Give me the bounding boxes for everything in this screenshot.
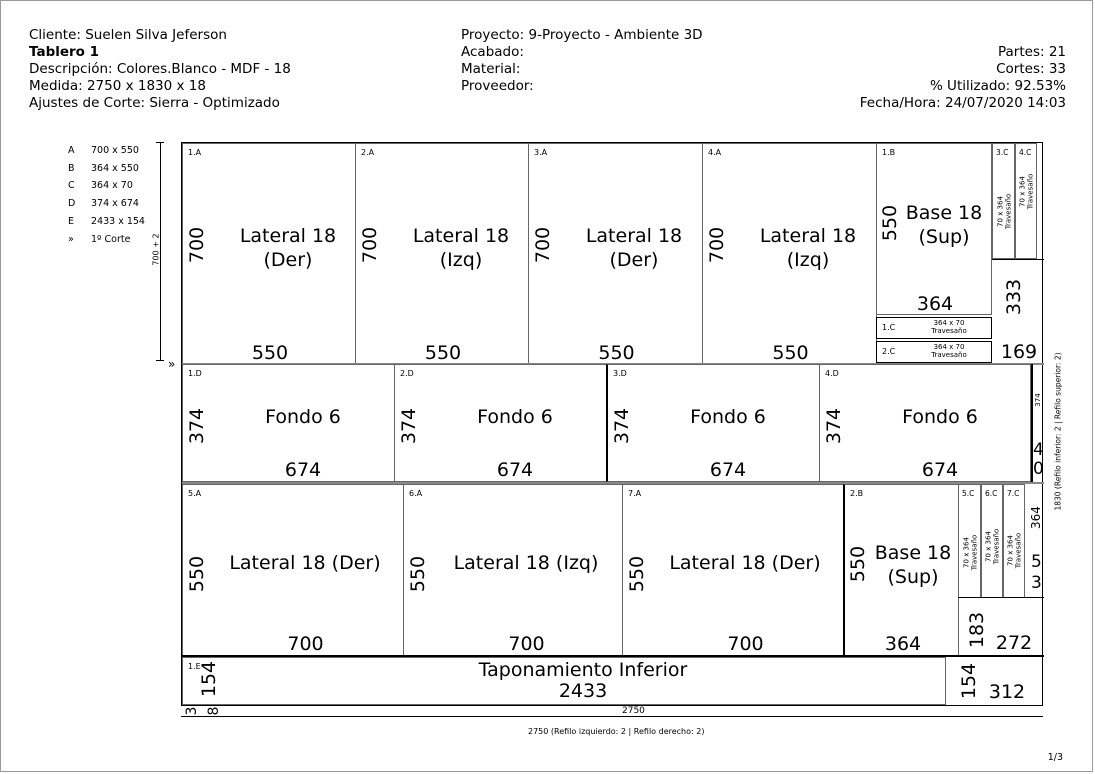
bottom-dim-line	[181, 716, 1043, 717]
header-middle	[461, 27, 703, 95]
header-left	[29, 27, 291, 112]
piece-1E[interactable]	[182, 657, 946, 705]
waste-height: 183	[966, 611, 989, 649]
piece-width: 700	[287, 633, 324, 655]
edge-dim: 8	[206, 706, 222, 716]
piece-height: 700	[706, 226, 729, 264]
legend-value: 700 x 550	[91, 145, 139, 156]
piece-2B[interactable]	[843, 484, 959, 656]
legend-key: D	[68, 198, 76, 210]
waste-height: 333	[1003, 278, 1026, 316]
material: Material:	[461, 61, 521, 77]
piece-6A[interactable]	[403, 484, 623, 656]
piece-height: 374	[823, 407, 846, 445]
piece-label: 4.D	[825, 369, 839, 378]
ajustes: Ajustes de Corte: Sierra - Optimizado	[29, 95, 280, 111]
piece-label: 1.E	[188, 662, 201, 671]
piece-4D[interactable]	[819, 364, 1031, 482]
left-dim-tick	[156, 360, 164, 361]
partes: Partes: 21	[997, 44, 1066, 60]
piece-height: 154	[198, 660, 221, 698]
piece-width: 674	[496, 459, 534, 481]
piece-2A[interactable]	[355, 143, 529, 364]
waste-height: 374	[1034, 393, 1042, 407]
first-cut-marker: »	[168, 357, 176, 371]
piece-name: Base 18 (Sup)	[905, 202, 983, 248]
header-right	[860, 44, 1066, 112]
piece-name: Lateral 18 (Der)	[585, 225, 683, 271]
page-number: 1/3	[1047, 752, 1063, 763]
piece-size: 70 x 364 Travesaño	[1018, 173, 1034, 210]
piece-name: Fondo 6	[690, 406, 766, 428]
piece-3C[interactable]	[992, 143, 1015, 259]
edge-dim: 3	[184, 706, 200, 716]
waste-divider	[958, 597, 1044, 598]
utilizado: % Utilizado: 92.53%	[929, 78, 1066, 94]
legend-row	[68, 231, 145, 249]
piece-2C[interactable]	[876, 341, 992, 363]
cortes: Cortes: 33	[996, 61, 1066, 77]
piece-7A[interactable]	[622, 484, 844, 656]
piece-label: 7.C	[1007, 489, 1020, 498]
parts-legend	[68, 142, 145, 248]
piece-label: 1.D	[188, 369, 202, 378]
piece-width: 364	[884, 633, 922, 655]
piece-name: Base 18 (Sup)	[874, 542, 952, 588]
legend-row	[68, 213, 145, 231]
piece-width: 364	[916, 293, 954, 315]
waste-width: 5 3	[1031, 552, 1042, 593]
piece-3A[interactable]	[528, 143, 703, 364]
piece-label: 2.D	[400, 369, 414, 378]
piece-name: Fondo 6	[265, 406, 341, 428]
legend-key: C	[68, 180, 75, 192]
legend-key: »	[68, 233, 74, 245]
piece-name: Lateral 18 (Izq)	[412, 225, 510, 271]
proveedor: Proveedor:	[461, 78, 534, 94]
waste-width: 312	[988, 681, 1026, 703]
piece-size: 70 x 364 Travesaño	[984, 528, 1000, 565]
cutting-board	[181, 142, 1043, 706]
piece-name: Lateral 18 (Der)	[239, 225, 337, 271]
cliente: Cliente: Suelen Silva Jeferson	[29, 27, 227, 43]
bottom-dim-label: 2750	[622, 706, 645, 716]
piece-height: 374	[186, 407, 209, 445]
legend-value: 2433 x 154	[91, 215, 145, 227]
proyecto: Proyecto: 9-Proyecto - Ambiente 3D	[461, 27, 703, 43]
piece-label: 6.A	[409, 489, 423, 498]
piece-width: 674	[709, 459, 747, 481]
legend-value: 364 x 70	[91, 180, 133, 192]
piece-label: 3.C	[996, 148, 1009, 157]
piece-label: 4.C	[1019, 148, 1032, 157]
piece-height: 374	[398, 407, 421, 445]
piece-width: 674	[284, 459, 322, 481]
legend-key: B	[68, 162, 75, 174]
piece-width: 700	[508, 633, 545, 655]
piece-size: 364 x 70 Travesaño	[931, 319, 967, 335]
legend-key: E	[68, 215, 75, 227]
piece-label: 1.B	[882, 148, 896, 157]
piece-width: 550	[598, 342, 635, 364]
piece-label: 2.A	[361, 148, 375, 157]
piece-height: 550	[407, 555, 430, 593]
piece-label: 2.B	[850, 489, 864, 498]
piece-height: 550	[186, 555, 209, 593]
piece-name: Taponamiento Inferior	[478, 659, 688, 681]
piece-label: 7.A	[628, 489, 642, 498]
right-dim-label: 1830 (Refilo inferior: 2 | Refilo superior: 2)	[1053, 352, 1063, 511]
piece-4A[interactable]	[702, 143, 877, 364]
piece-height: 700	[186, 226, 209, 264]
piece-name: Fondo 6	[477, 406, 553, 428]
legend-value: 364 x 550	[91, 162, 139, 174]
piece-size: 70 x 364 Travesaño	[996, 193, 1012, 230]
piece-name: Lateral 18 (Izq)	[453, 552, 599, 574]
waste-height: 364	[1029, 506, 1043, 529]
piece-label: 1.A	[188, 148, 202, 157]
legend-row	[68, 177, 145, 195]
piece-size: 364 x 70 Travesaño	[931, 343, 967, 359]
piece-width: 550	[424, 342, 462, 364]
piece-5C[interactable]	[958, 484, 981, 598]
piece-3D[interactable]	[606, 364, 820, 482]
piece-height: 700	[359, 226, 382, 264]
piece-height: 550	[626, 555, 649, 593]
piece-1C[interactable]	[876, 317, 992, 339]
piece-width: 700	[727, 633, 764, 655]
piece-1B[interactable]	[876, 143, 992, 315]
piece-width: 550	[772, 342, 809, 364]
legend-row	[68, 142, 145, 160]
piece-label: 4.A	[708, 148, 722, 157]
piece-7C[interactable]	[1003, 484, 1025, 598]
waste-width: 4 0	[1033, 440, 1044, 479]
waste-divider	[992, 259, 1044, 260]
piece-height: 550	[847, 545, 870, 583]
left-dim-label: 700 + 2	[151, 233, 161, 266]
piece-width: 2433	[558, 680, 608, 702]
piece-name: Lateral 18 (Der)	[669, 552, 821, 574]
tablero-title: Tablero 1	[29, 44, 100, 60]
descripcion: Descripción: Colores.Blanco - MDF - 18	[29, 61, 291, 77]
waste-width: 169	[1000, 341, 1038, 363]
piece-name: Lateral 18 (Izq)	[759, 225, 857, 271]
medida: Medida: 2750 x 1830 x 18	[29, 78, 206, 94]
acabado: Acabado:	[461, 44, 524, 60]
legend-value: 1º Corte	[91, 233, 131, 245]
piece-label: 6.C	[985, 489, 998, 498]
piece-width: 674	[921, 459, 959, 481]
piece-6C[interactable]	[981, 484, 1003, 598]
legend-value: 374 x 674	[91, 198, 139, 210]
piece-size: 70 x 364 Travesaño	[962, 534, 978, 571]
piece-label: 3.A	[534, 148, 548, 157]
piece-label: 3.D	[613, 369, 627, 378]
piece-label: 1.C	[882, 323, 896, 332]
piece-1A[interactable]	[182, 143, 356, 364]
piece-label: 5.C	[962, 489, 975, 498]
piece-size: 70 x 364 Travesaño	[1006, 532, 1022, 569]
piece-label: 2.C	[882, 347, 896, 356]
piece-1D[interactable]	[182, 364, 395, 482]
piece-2D[interactable]	[394, 364, 607, 482]
piece-height: 550	[879, 204, 902, 242]
piece-height: 700	[532, 226, 555, 264]
left-dim-tick	[156, 142, 164, 143]
bottom-note: 2750 (Refilo izquierdo: 2 | Refilo derecho: 2)	[528, 727, 705, 736]
waste-width: 272	[995, 632, 1033, 654]
legend-row	[68, 195, 145, 213]
piece-name: Fondo 6	[902, 406, 978, 428]
fecha-hora: Fecha/Hora: 24/07/2020 14:03	[859, 95, 1066, 111]
piece-height: 374	[611, 407, 634, 445]
piece-label: 5.A	[188, 489, 202, 498]
piece-5A[interactable]	[182, 484, 404, 656]
piece-width: 550	[251, 342, 289, 364]
legend-key: A	[68, 145, 75, 156]
waste-height: 154	[958, 662, 981, 700]
legend-row	[68, 160, 145, 178]
piece-4C[interactable]	[1015, 143, 1037, 259]
piece-name: Lateral 18 (Der)	[229, 552, 381, 574]
